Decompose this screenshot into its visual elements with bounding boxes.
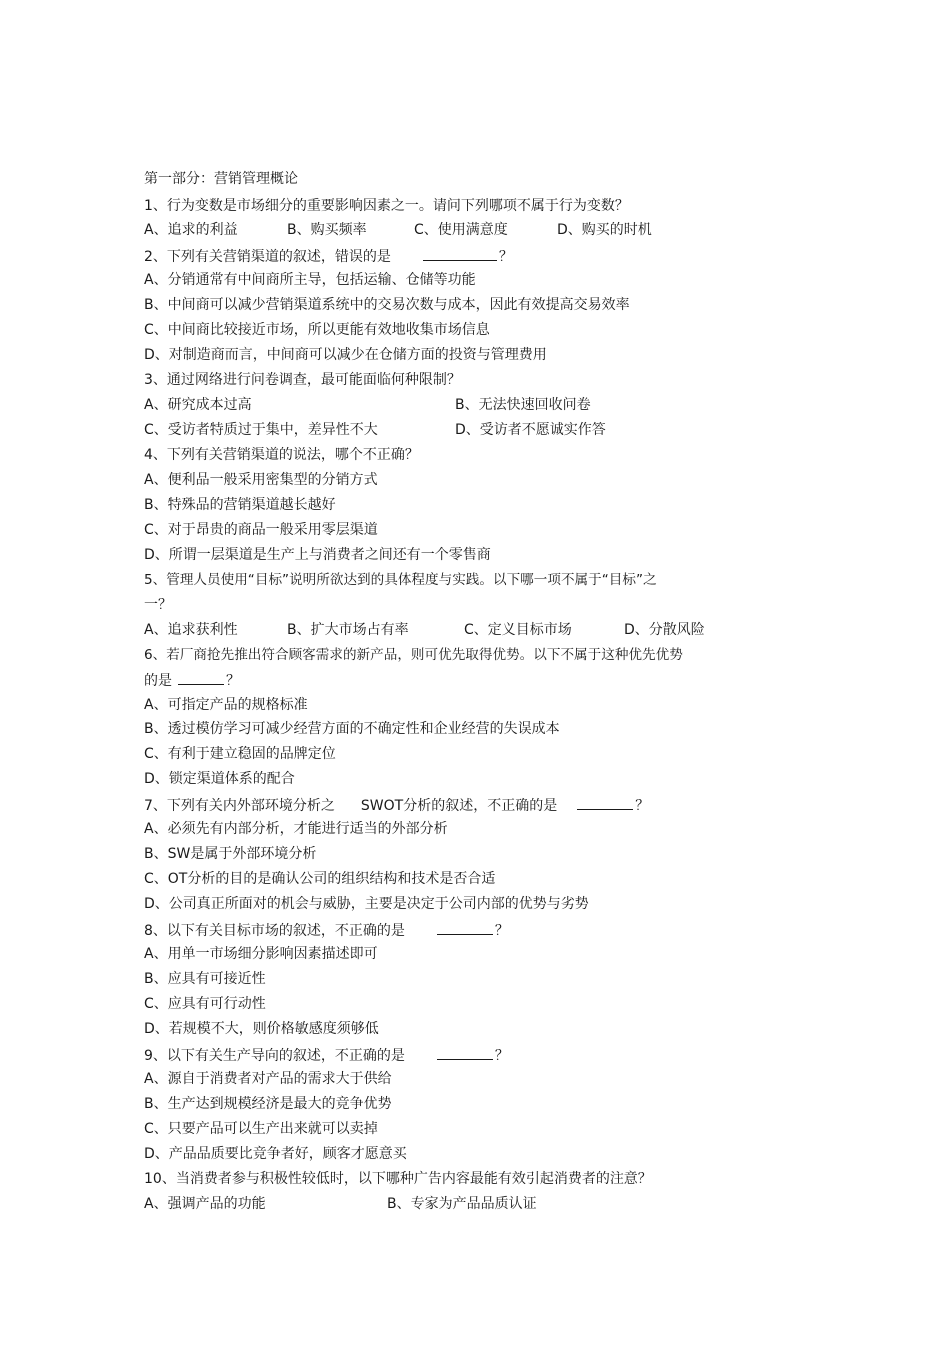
question-6-option-d: D、锁定渠道体系的配合	[144, 771, 295, 787]
question-5-options	[144, 621, 744, 639]
question-3-option-c: C、受访者特质过于集中，差异性不大	[144, 422, 378, 438]
question-8-tail: ？	[494, 923, 509, 939]
question-1-option-d: D、购买的时机	[557, 222, 652, 238]
question-5-stem-line-1: 5、管理人员使用“目标”说明所欲达到的具体程度与实践。以下哪一项不属于“目标”之	[144, 572, 657, 588]
question-7-stem-line	[144, 795, 649, 815]
question-9-option-b: B、生产达到规模经济是最大的竞争优势	[144, 1096, 392, 1112]
question-2-tail: ？	[498, 249, 513, 265]
question-7-option-a: A、必须先有内部分析，才能进行适当的外部分析	[144, 821, 448, 837]
question-5-option-d: D、分散风险	[624, 622, 705, 638]
section-title: 第一部分：营销管理概论	[144, 171, 298, 187]
question-1-stem: 1、行为变数是市场细分的重要影响因素之一。请问下列哪项不属于行为变数？	[144, 198, 629, 214]
question-4-option-a: A、便利品一般采用密集型的分销方式	[144, 472, 378, 488]
question-5-option-b: B、扩大市场占有率	[287, 622, 409, 638]
question-8-option-a: A、用单一市场细分影响因素描述即可	[144, 946, 378, 962]
question-2-option-a: A、分销通常有中间商所主导，包括运输、仓储等功能	[144, 272, 476, 288]
question-9-stem-line	[144, 1045, 509, 1065]
question-6-tail: ？	[226, 673, 240, 689]
answer-blank	[577, 795, 633, 810]
question-8-stem: 8、以下有关目标市场的叙述，不正确的是	[144, 923, 405, 939]
question-1-options	[144, 221, 744, 239]
question-9-option-a: A、源自于消费者对产品的需求大于供给	[144, 1071, 392, 1087]
question-1-option-b: B、购买频率	[287, 222, 367, 238]
question-9-option-d: D、产品品质要比竞争者好，顾客才愿意买	[144, 1146, 407, 1162]
question-4-option-d: D、所谓一层渠道是生产上与消费者之间还有一个零售商	[144, 547, 491, 563]
question-2-option-d: D、对制造商而言，中间商可以减少在仓储方面的投资与管理费用	[144, 347, 547, 363]
question-8-option-d: D、若规模不大，则价格敏感度须够低	[144, 1021, 379, 1037]
question-9-option-c: C、只要产品可以生产出来就可以卖掉	[144, 1121, 378, 1137]
question-7-option-b: B、SW是属于外部环境分析	[144, 846, 317, 862]
question-3-options-row-2	[144, 421, 744, 439]
question-9-stem: 9、以下有关生产导向的叙述，不正确的是	[144, 1048, 405, 1064]
question-4-stem: 4、下列有关营销渠道的说法，哪个不正确？	[144, 447, 419, 463]
answer-blank	[178, 670, 224, 685]
question-10-option-b: B、专家为产品品质认证	[387, 1196, 537, 1212]
answer-blank	[437, 920, 493, 935]
question-4-option-b: B、特殊品的营销渠道越长越好	[144, 497, 336, 513]
question-5-option-c: C、定义目标市场	[464, 622, 572, 638]
question-5-stem-line-2: 一？	[144, 597, 172, 613]
question-9-tail: ？	[494, 1048, 509, 1064]
question-6-stem-line-1: 6、若厂商抢先推出符合顾客需求的新产品，则可优先取得优势。以下不属于这种优先优势	[144, 647, 683, 663]
question-6-stem-line-2	[144, 670, 240, 690]
question-3-options-row-1	[144, 396, 744, 414]
question-2-stem: 2、下列有关营销渠道的叙述，错误的是	[144, 249, 391, 265]
answer-blank	[423, 246, 497, 261]
question-3-option-a: A、研究成本过高	[144, 397, 252, 413]
question-2-option-b: B、中间商可以减少营销渠道系统中的交易次数与成本，因此有效提高交易效率	[144, 297, 630, 313]
question-6-stem: 的是	[144, 673, 172, 689]
question-8-option-b: B、应具有可接近性	[144, 971, 266, 987]
question-1-option-a: A、追求的利益	[144, 222, 238, 238]
question-5-option-a: A、追求获利性	[144, 622, 238, 638]
question-3-stem: 3、通过网络进行问卷调查，最可能面临何种限制？	[144, 372, 461, 388]
question-3-option-b: B、无法快速回收问卷	[455, 397, 591, 413]
question-3-option-d: D、受访者不愿诚实作答	[455, 422, 606, 438]
question-2-option-c: C、中间商比较接近市场，所以更能有效地收集市场信息	[144, 322, 490, 338]
question-6-option-b: B、透过模仿学习可减少经营方面的不确定性和企业经营的失误成本	[144, 721, 560, 737]
question-7-stem-a: 7、下列有关内外部环境分析之	[144, 798, 335, 814]
question-10-stem: 10、当消费者参与积极性较低时，以下哪种广告内容最能有效引起消费者的注意？	[144, 1171, 652, 1187]
answer-blank	[437, 1045, 493, 1060]
question-6-option-c: C、有利于建立稳固的品牌定位	[144, 746, 336, 762]
question-7-option-c: C、OT分析的目的是确认公司的组织结构和技术是否合适	[144, 871, 496, 887]
question-4-option-c: C、对于昂贵的商品一般采用零层渠道	[144, 522, 378, 538]
question-8-stem-line	[144, 920, 509, 940]
question-6-option-a: A、可指定产品的规格标准	[144, 697, 308, 713]
question-1-option-c: C、使用满意度	[414, 222, 508, 238]
question-7-tail: ？	[635, 798, 650, 814]
question-7-stem-b: SWOT分析的叙述，不正确的是	[360, 798, 558, 814]
question-8-option-c: C、应具有可行动性	[144, 996, 266, 1012]
question-10-options	[144, 1195, 744, 1213]
question-2-stem-line	[144, 246, 513, 266]
question-7-option-d: D、公司真正所面对的机会与威胁，主要是决定于公司内部的优势与劣势	[144, 896, 589, 912]
question-10-option-a: A、强调产品的功能	[144, 1196, 266, 1212]
